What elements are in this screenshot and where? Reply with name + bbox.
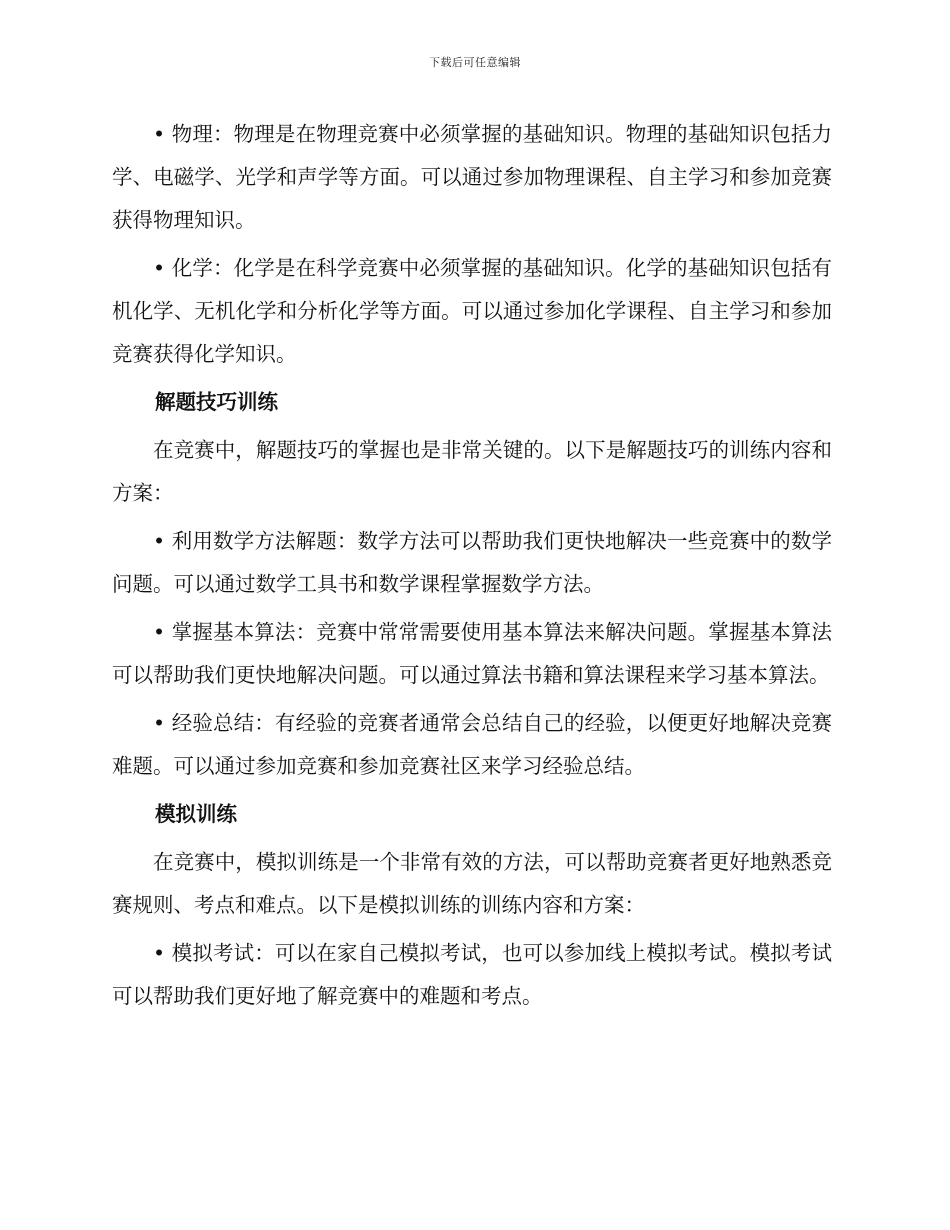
section-heading-mock-training: 模拟训练 <box>155 802 237 826</box>
page-header: 下载后可任意编辑 <box>429 56 521 69</box>
paragraph-mock-exam: • 模拟考试：可以在家自己模拟考试，也可以参加线上模拟考试。模拟考试可以帮助我们更好地了解竞赛中的难题和考点。 <box>112 941 832 1008</box>
paragraph-math-methods: • 利用数学方法解题：数学方法可以帮助我们更快地解决一些竞赛中的数学问题。可以通过数学工具书和数学课程掌握数学方法。 <box>112 529 832 596</box>
document-body <box>112 113 832 1023</box>
paragraph-basic-algorithms: • 掌握基本算法：竞赛中常常需要使用基本算法来解决问题。掌握基本算法可以帮助我们更快地解决问题。可以通过算法书籍和算法课程来学习基本算法。 <box>112 620 832 687</box>
paragraph-experience-summary: • 经验总结：有经验的竞赛者通常会总结自己的经验，以便更好地解决竞赛难题。可以通过参加竞赛和参加竞赛社区来学习经验总结。 <box>112 711 832 778</box>
paragraph-physics: • 物理：物理是在物理竞赛中必须掌握的基础知识。物理的基础知识包括力学、电磁学、光学和声学等方面。可以通过参加物理课程、自主学习和参加竞赛获得物理知识。 <box>112 122 832 232</box>
section-heading-problem-solving: 解题技巧训练 <box>155 390 278 414</box>
paragraph-mock-training-intro: 在竞赛中，模拟训练是一个非常有效的方法，可以帮助竞赛者更好地熟悉竞赛规则、考点和难点。以下是模拟训练的训练内容和方案： <box>112 850 832 917</box>
paragraph-problem-solving-intro: 在竞赛中，解题技巧的掌握也是非常关键的。以下是解题技巧的训练内容和方案： <box>112 438 832 505</box>
paragraph-chemistry: • 化学：化学是在科学竞赛中必须掌握的基础知识。化学的基础知识包括有机化学、无机化学和分析化学等方面。可以通过参加化学课程、自主学习和参加竞赛获得化学知识。 <box>112 256 832 366</box>
